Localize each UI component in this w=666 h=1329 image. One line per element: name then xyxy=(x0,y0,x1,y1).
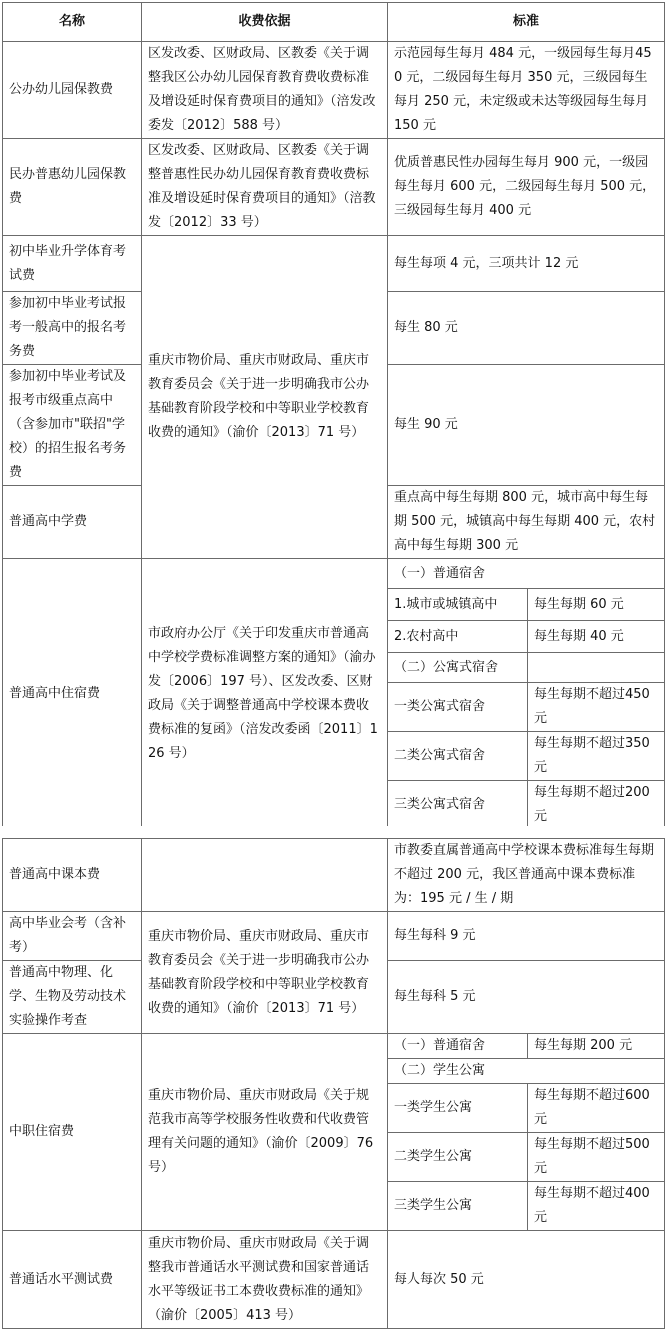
item-name: 普通高中课本费 xyxy=(3,839,142,912)
sub-item-value: 每生每期不超过400 元 xyxy=(528,1182,665,1231)
sub-item-value: 每生每期 60 元 xyxy=(528,589,665,621)
table-row xyxy=(3,236,665,292)
item-name: 普通高中住宿费 xyxy=(3,559,142,830)
header-standard: 标准 xyxy=(388,3,665,42)
item-standard: 优质普惠民性办园每生每月 900 元，一级园每生每月 600 元，二级园每生每月 500 元，三级园每生每月 400 元 xyxy=(388,139,665,236)
sub-item-label: 一类学生公寓 xyxy=(388,1084,528,1133)
item-standard: 每生每项 4 元，三项共计 12 元 xyxy=(388,236,665,292)
empty-cell xyxy=(528,653,665,683)
sub-section-title: （二）公寓式宿舍 xyxy=(388,653,528,683)
item-name: 公办幼儿园保教费 xyxy=(3,42,142,139)
table-row xyxy=(3,1231,665,1329)
item-standard: 市教委直属普通高中学校课本费标准每生每期不超过 200 元，我区普通高中课本费标准为：195 元 / 生 / 期 xyxy=(388,839,665,912)
table-row xyxy=(3,1034,665,1059)
header-name: 名称 xyxy=(3,3,142,42)
sub-section-title: （一）普通宿舍 xyxy=(388,1034,528,1059)
table-row xyxy=(3,139,665,236)
item-name: 高中毕业会考（含补考） xyxy=(3,912,142,961)
header-row xyxy=(3,3,665,42)
table-row xyxy=(3,42,665,139)
item-name: 中职住宿费 xyxy=(3,1034,142,1231)
sub-item-value: 每生每期不超过600 元 xyxy=(528,1084,665,1133)
item-name: 民办普惠幼儿园保教费 xyxy=(3,139,142,236)
table-row xyxy=(3,559,665,589)
item-name: 普通高中学费 xyxy=(3,486,142,559)
fee-table-part-2 xyxy=(2,838,665,1329)
sub-item-label: 2.农村高中 xyxy=(388,621,528,653)
sub-item-label: 三类学生公寓 xyxy=(388,1182,528,1231)
sub-item-label: 三类公寓式宿舍 xyxy=(388,781,528,830)
sub-item-label: 1.城市或城镇高中 xyxy=(388,589,528,621)
item-name: 普通高中物理、化学、生物及劳动技术实验操作考查 xyxy=(3,961,142,1034)
item-standard: 每生 80 元 xyxy=(388,292,665,365)
table-row xyxy=(3,912,665,961)
item-standard: 每生每科 9 元 xyxy=(388,912,665,961)
item-basis: 市政府办公厅《关于印发重庆市普通高中学校学费标准调整方案的通知》（渝办发〔2006〕197 号）、区发改委、区财政局《关于调整普通高中学校课本费收费标准的复函》（涪发改委函〔2011〕126 号） xyxy=(142,559,388,830)
sub-item-value: 每生每期不超过200 元 xyxy=(528,781,665,830)
item-basis: 区发改委、区财政局、区教委《关于调整我区公办幼儿园保育教育费收费标准及增设延时保育费项目的通知》（涪发改委发〔2012〕588 号） xyxy=(142,42,388,139)
sub-section-title: （一）普通宿舍 xyxy=(388,559,665,589)
item-name: 参加初中毕业考试报考一般高中的报名考务费 xyxy=(3,292,142,365)
item-name: 普通话水平测试费 xyxy=(3,1231,142,1329)
sub-item-value: 每生每期不超过450 元 xyxy=(528,683,665,732)
header-basis: 收费依据 xyxy=(142,3,388,42)
sub-item-value: 每生每期不超过500 元 xyxy=(528,1133,665,1182)
item-standard: 每生 90 元 xyxy=(388,365,665,486)
item-standard: 示范园每生每月 484 元，一级园每生每月450 元，二级园每生每月 350 元，三级园每生每月 250 元，未定级或未达等级园每生每月 150 元 xyxy=(388,42,665,139)
item-basis xyxy=(142,839,388,912)
item-basis-shared: 重庆市物价局、重庆市财政局、重庆市教育委员会《关于进一步明确我市公办基础教育阶段学校和中等职业学校教育收费的通知》（渝价〔2013〕71 号） xyxy=(142,912,388,1034)
sub-section-title: （二）学生公寓 xyxy=(388,1059,665,1084)
item-basis-shared: 重庆市物价局、重庆市财政局、重庆市教育委员会《关于进一步明确我市公办基础教育阶段学校和中等职业学校教育收费的通知》（渝价〔2013〕71 号） xyxy=(142,236,388,559)
fee-table-part-1 xyxy=(2,2,665,830)
item-standard: 每生每科 5 元 xyxy=(388,961,665,1034)
item-basis: 区发改委、区财政局、区教委《关于调整普惠性民办幼儿园保育教育费收费标准及增设延时保育费项目的通知》（涪教发〔2012〕33 号） xyxy=(142,139,388,236)
sub-item-value: 每生每期 40 元 xyxy=(528,621,665,653)
item-basis: 重庆市物价局、重庆市财政局《关于调整我市普通话水平测试费和国家普通话水平等级证书工本费收费标准的通知》（渝价〔2005〕413 号） xyxy=(142,1231,388,1329)
item-standard: 重点高中每生每期 800 元，城市高中每生每期 500 元，城镇高中每生每期 400 元，农村高中每生每期 300 元 xyxy=(388,486,665,559)
sub-item-label: 二类公寓式宿舍 xyxy=(388,732,528,781)
sub-item-label: 一类公寓式宿舍 xyxy=(388,683,528,732)
page-break xyxy=(0,826,666,838)
sub-item-value: 每生每期不超过350 元 xyxy=(528,732,665,781)
item-name: 初中毕业升学体育考试费 xyxy=(3,236,142,292)
item-basis: 重庆市物价局、重庆市财政局《关于规范我市高等学校服务性收费和代收费管理有关问题的通知》（渝价〔2009〕76 号） xyxy=(142,1034,388,1231)
sub-item-value: 每生每期 200 元 xyxy=(528,1034,665,1059)
sub-item-label: 二类学生公寓 xyxy=(388,1133,528,1182)
item-name: 参加初中毕业考试及报考市级重点高中（含参加市"联招"学校）的招生报名考务费 xyxy=(3,365,142,486)
table-row xyxy=(3,839,665,912)
item-standard: 每人每次 50 元 xyxy=(388,1231,665,1329)
